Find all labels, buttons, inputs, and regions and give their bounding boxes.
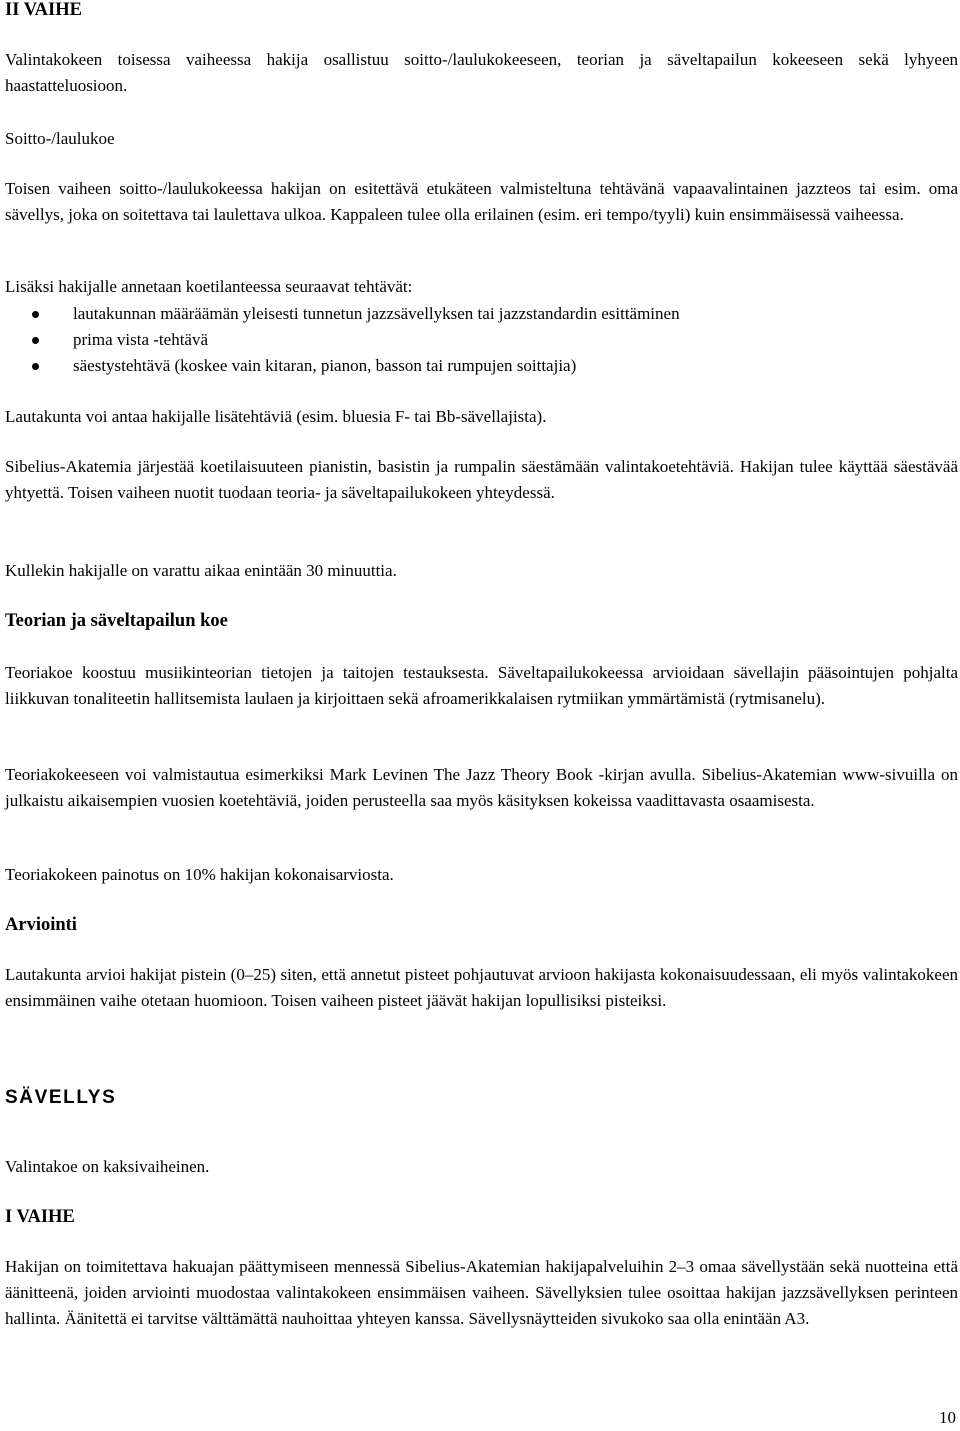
page-number: 10 <box>939 1408 956 1427</box>
paragraph-i-vaihe: Hakijan on toimitettava hakuajan päättymiseen mennessä Sibelius-Akatemian hakijapalveluihin 2–3 omaa sävellystään sekä nuotteina että äänitteenä, joiden arviointi muodostaa valintakokeen ensimmäisen vaiheen. Sävellyksien tulee osoittaa hakijan jazzsävellyksen perinteen hallinta. Äänitettä ei tarvitse välttämättä nauhoittaa yhteyen kanssa. Sävellysnäytteiden sivukoko saa olla enintään A3. <box>5 1257 958 1328</box>
paragraph-soitto-laulukoe: Toisen vaiheen soitto-/laulukokeessa hakijan on esitettävä etukäteen valmisteltuna tehtävänä vapaavalintainen jazzteos tai esim. oma sävellys, joka on soitettava tai laulettava ulkoa. Kappaleen tulee olla erilainen (esim. eri tempo/tyyli) kuin ensimmäisessä vaiheessa. <box>5 179 958 224</box>
intro-paragraph: Valintakokeen toisessa vaiheessa hakija osallistuu soitto-/laulukokeeseen, teorian ja säveltapailun kokeeseen sekä lyhyeen haastatteluosioon. <box>5 50 958 95</box>
heading-soitto-laulukoe: Soitto-/laulukoe <box>5 129 115 148</box>
list-item: prima vista -tehtävä <box>5 327 958 353</box>
paragraph-teoriakoe: Teoriakoe koostuu musiikinteorian tietojen ja taitojen testauksesta. Säveltapailukokeessa arvioidaan sävellajin pääsointujen pohjalta liikkuvan tonaliteetin hallitsemista laulaen ja kirjoittaen sekä afroamerikkalaisen rytmiikan ymmärtämistä (rytmisanelu). <box>5 663 958 708</box>
list-item: säestystehtävä (koskee vain kitaran, pianon, basson tai rumpujen soittajia) <box>5 353 958 379</box>
task-list <box>5 301 958 379</box>
heading-ii-vaihe: II VAIHE <box>5 0 82 20</box>
paragraph-arviointi: Lautakunta arvioi hakijat pistein (0–25) siten, että annetut pisteet pohjautuvat arvioon hakijasta kokonaisuudessaan, eli myös valintakokeen ensimmäinen vaihe otetaan huomioon. Toisen vaiheen pisteet jäävät hakijan lopullisiksi pisteiksi. <box>5 965 958 1010</box>
paragraph-painotus: Teoriakokeen painotus on 10% hakijan kokonaisarviosta. <box>5 865 394 884</box>
heading-teorian-koe: Teorian ja säveltapailun koe <box>5 611 228 631</box>
paragraph-lisatehtavat-intro: Lisäksi hakijalle annetaan koetilanteessa seuraavat tehtävät: <box>5 277 413 296</box>
paragraph-valmistautuminen: Teoriakokeeseen voi valmistautua esimerkiksi Mark Levinen The Jazz Theory Book -kirjan avulla. Sibelius-Akatemian www-sivuilla on julkaistu aikaisempien vuosien koetehtäviä, joiden perusteella saa myös käsityksen kokeissa vaadittavasta osaamisesta. <box>5 765 958 810</box>
paragraph-aika: Kullekin hakijalle on varattu aikaa enintään 30 minuuttia. <box>5 561 397 580</box>
paragraph-saestys: Sibelius-Akatemia järjestää koetilaisuuteen pianistin, basistin ja rumpalin säestämään valintakoetehtäviä. Hakijan tulee käyttää säestävää yhtyettä. Toisen vaiheen nuotit tuodaan teoria- ja säveltapailukokeen yhteydessä. <box>5 457 958 502</box>
paragraph-kaksivaiheinen: Valintakoe on kaksivaiheinen. <box>5 1157 210 1176</box>
heading-arviointi: Arviointi <box>5 915 77 935</box>
heading-i-vaihe: I VAIHE <box>5 1207 75 1227</box>
list-item: lautakunnan määräämän yleisesti tunnetun jazzsävellyksen tai jazzstandardin esittäminen <box>5 301 958 327</box>
paragraph-lisatehtavia: Lautakunta voi antaa hakijalle lisätehtäviä (esim. bluesia F- tai Bb-sävellajista). <box>5 407 547 426</box>
heading-savellys: SÄVELLYS <box>5 1087 117 1108</box>
